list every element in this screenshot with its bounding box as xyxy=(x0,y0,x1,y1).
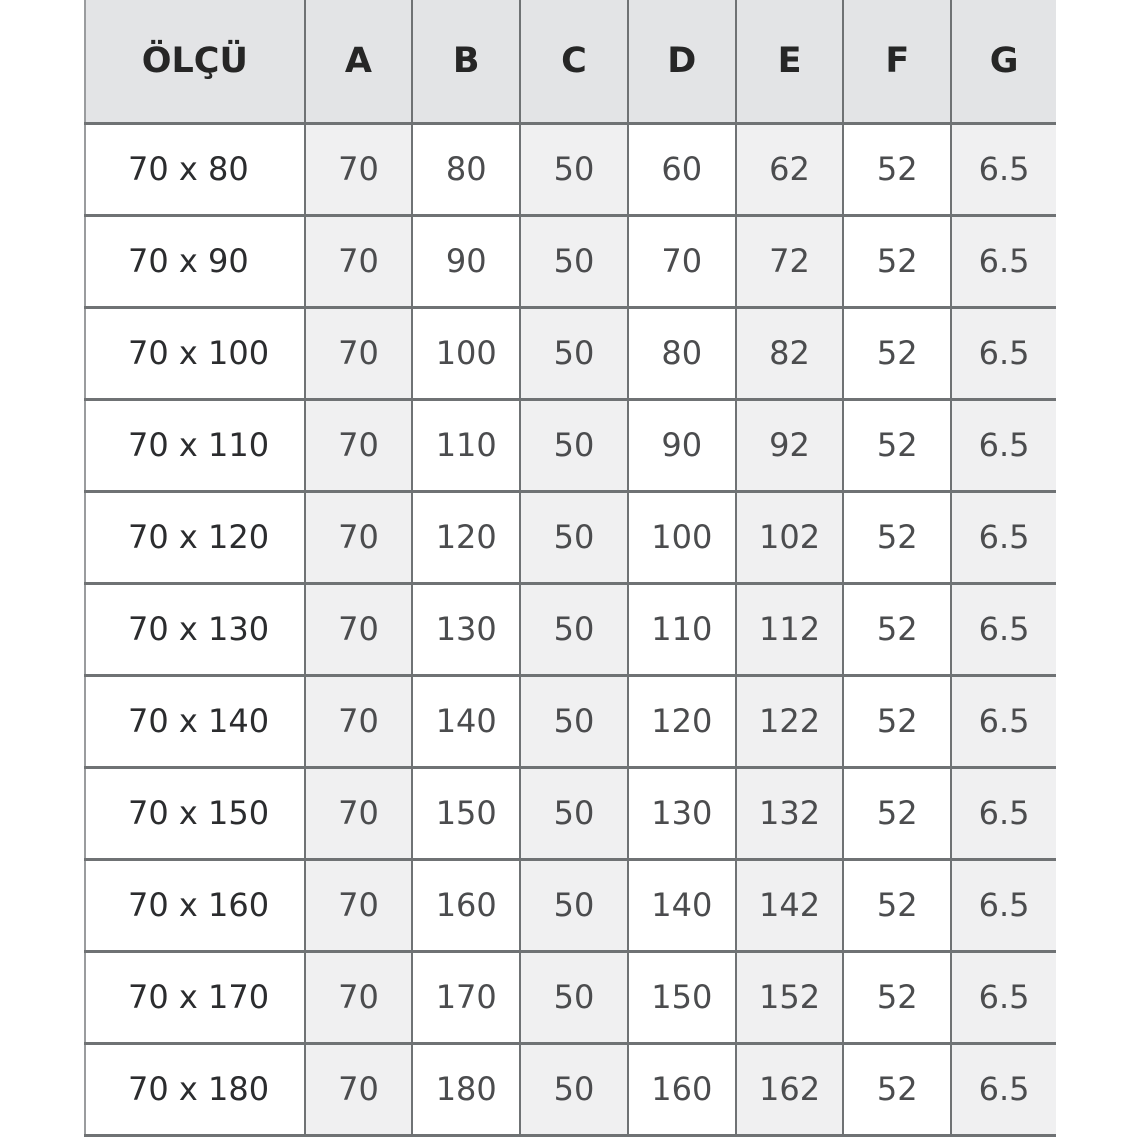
value-cell-g: 6.5 xyxy=(951,215,1056,307)
table-row xyxy=(85,399,1056,491)
value-cell-g: 6.5 xyxy=(951,307,1056,399)
table-row xyxy=(85,1043,1056,1135)
value-cell-d: 100 xyxy=(628,491,736,583)
value-cell-a: 70 xyxy=(305,307,413,399)
value-cell-f: 52 xyxy=(843,767,951,859)
value-cell-e: 62 xyxy=(736,123,844,215)
value-cell-d: 60 xyxy=(628,123,736,215)
size-cell: 70 x 100 xyxy=(85,307,305,399)
value-cell-f: 52 xyxy=(843,951,951,1043)
value-cell-b: 100 xyxy=(412,307,520,399)
value-cell-g: 6.5 xyxy=(951,1043,1056,1135)
table-row xyxy=(85,491,1056,583)
column-header-size: ÖLÇÜ xyxy=(85,0,305,123)
value-cell-g: 6.5 xyxy=(951,123,1056,215)
table-row xyxy=(85,951,1056,1043)
value-cell-e: 92 xyxy=(736,399,844,491)
value-cell-d: 140 xyxy=(628,859,736,951)
value-cell-g: 6.5 xyxy=(951,859,1056,951)
value-cell-a: 70 xyxy=(305,215,413,307)
size-cell: 70 x 130 xyxy=(85,583,305,675)
value-cell-b: 110 xyxy=(412,399,520,491)
value-cell-a: 70 xyxy=(305,399,413,491)
value-cell-e: 112 xyxy=(736,583,844,675)
value-cell-a: 70 xyxy=(305,675,413,767)
value-cell-d: 160 xyxy=(628,1043,736,1135)
value-cell-f: 52 xyxy=(843,583,951,675)
column-header-g: G xyxy=(951,0,1056,123)
table-header xyxy=(85,0,1056,123)
value-cell-e: 152 xyxy=(736,951,844,1043)
column-header-b: B xyxy=(412,0,520,123)
value-cell-d: 110 xyxy=(628,583,736,675)
value-cell-c: 50 xyxy=(520,767,628,859)
value-cell-b: 160 xyxy=(412,859,520,951)
value-cell-a: 70 xyxy=(305,123,413,215)
value-cell-c: 50 xyxy=(520,951,628,1043)
size-cell: 70 x 160 xyxy=(85,859,305,951)
column-header-c: C xyxy=(520,0,628,123)
value-cell-f: 52 xyxy=(843,491,951,583)
value-cell-d: 150 xyxy=(628,951,736,1043)
value-cell-a: 70 xyxy=(305,859,413,951)
value-cell-f: 52 xyxy=(843,675,951,767)
value-cell-e: 102 xyxy=(736,491,844,583)
value-cell-d: 90 xyxy=(628,399,736,491)
value-cell-c: 50 xyxy=(520,583,628,675)
value-cell-f: 52 xyxy=(843,307,951,399)
value-cell-d: 70 xyxy=(628,215,736,307)
value-cell-c: 50 xyxy=(520,307,628,399)
value-cell-d: 80 xyxy=(628,307,736,399)
size-cell: 70 x 120 xyxy=(85,491,305,583)
value-cell-g: 6.5 xyxy=(951,767,1056,859)
value-cell-g: 6.5 xyxy=(951,951,1056,1043)
table-row xyxy=(85,307,1056,399)
table-row xyxy=(85,215,1056,307)
size-cell: 70 x 180 xyxy=(85,1043,305,1135)
size-cell: 70 x 110 xyxy=(85,399,305,491)
value-cell-d: 130 xyxy=(628,767,736,859)
column-header-d: D xyxy=(628,0,736,123)
value-cell-b: 170 xyxy=(412,951,520,1043)
size-cell: 70 x 170 xyxy=(85,951,305,1043)
table-row xyxy=(85,123,1056,215)
value-cell-g: 6.5 xyxy=(951,675,1056,767)
table-body xyxy=(85,123,1056,1135)
column-header-f: F xyxy=(843,0,951,123)
table-row xyxy=(85,767,1056,859)
table-row xyxy=(85,859,1056,951)
value-cell-g: 6.5 xyxy=(951,583,1056,675)
header-row xyxy=(85,0,1056,123)
value-cell-b: 90 xyxy=(412,215,520,307)
column-header-a: A xyxy=(305,0,413,123)
size-table xyxy=(84,0,1056,1137)
value-cell-e: 72 xyxy=(736,215,844,307)
value-cell-b: 130 xyxy=(412,583,520,675)
value-cell-e: 82 xyxy=(736,307,844,399)
value-cell-a: 70 xyxy=(305,1043,413,1135)
value-cell-c: 50 xyxy=(520,675,628,767)
value-cell-a: 70 xyxy=(305,583,413,675)
value-cell-a: 70 xyxy=(305,951,413,1043)
value-cell-c: 50 xyxy=(520,859,628,951)
value-cell-f: 52 xyxy=(843,215,951,307)
value-cell-b: 180 xyxy=(412,1043,520,1135)
value-cell-c: 50 xyxy=(520,123,628,215)
value-cell-f: 52 xyxy=(843,399,951,491)
column-header-e: E xyxy=(736,0,844,123)
value-cell-f: 52 xyxy=(843,859,951,951)
value-cell-b: 120 xyxy=(412,491,520,583)
value-cell-c: 50 xyxy=(520,215,628,307)
value-cell-b: 140 xyxy=(412,675,520,767)
value-cell-e: 132 xyxy=(736,767,844,859)
value-cell-b: 150 xyxy=(412,767,520,859)
value-cell-e: 142 xyxy=(736,859,844,951)
value-cell-g: 6.5 xyxy=(951,491,1056,583)
value-cell-d: 120 xyxy=(628,675,736,767)
value-cell-b: 80 xyxy=(412,123,520,215)
size-cell: 70 x 140 xyxy=(85,675,305,767)
value-cell-e: 162 xyxy=(736,1043,844,1135)
size-cell: 70 x 80 xyxy=(85,123,305,215)
value-cell-e: 122 xyxy=(736,675,844,767)
value-cell-f: 52 xyxy=(843,123,951,215)
value-cell-a: 70 xyxy=(305,491,413,583)
table-row xyxy=(85,583,1056,675)
value-cell-c: 50 xyxy=(520,399,628,491)
value-cell-c: 50 xyxy=(520,1043,628,1135)
value-cell-a: 70 xyxy=(305,767,413,859)
value-cell-c: 50 xyxy=(520,491,628,583)
size-cell: 70 x 150 xyxy=(85,767,305,859)
value-cell-f: 52 xyxy=(843,1043,951,1135)
table-row xyxy=(85,675,1056,767)
size-cell: 70 x 90 xyxy=(85,215,305,307)
value-cell-g: 6.5 xyxy=(951,399,1056,491)
